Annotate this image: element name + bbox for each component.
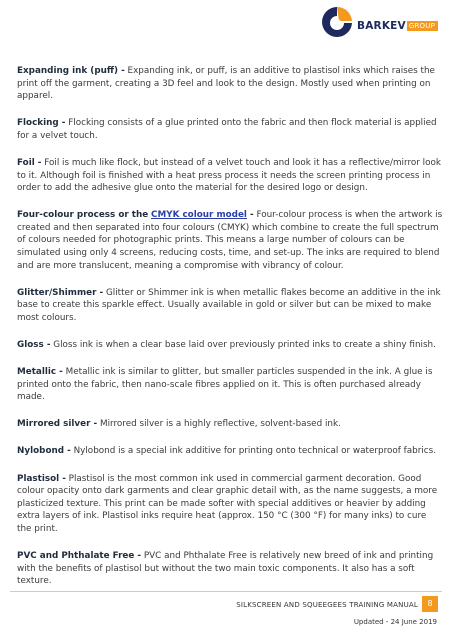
glossary-entry: [17, 287, 443, 325]
entry-text: Gloss ink is when a clear base laid over previously printed inks to create a shiny finish.: [50, 340, 436, 350]
entry-text: Mirrored silver is a highly reflective, solvent-based ink.: [97, 419, 341, 430]
entry-term: Metallic -: [17, 367, 63, 378]
logo-mark-icon: [317, 4, 357, 42]
footer-divider: [10, 591, 442, 592]
entry-text: Flocking consists of a glue printed onto the fabric and then flock material is applied for a velvet touch.: [17, 118, 437, 141]
entry-text: Four-colour process is when the artwork is created and then separated into four colours (CMYK) which combine to create the full spectrum of colours needed for photographic prints. This means a large number of colours can be simulated using only 4 screens, reducing costs, time, and set-up. The inks are required to blend and are more translucent, meaning a compromise with vibrancy of colour.: [17, 210, 443, 271]
entry-text: Foil is much like flock, but instead of a velvet touch and look it has a reflective/mirror look to it. Although foil is finished with a heat press process it needs the screen printing process in order to add the adhesive glue onto the material for the desired logo or design.: [17, 157, 441, 194]
entry-term: PVC and Phthalate Free -: [17, 551, 142, 562]
logo-name: BARKEV: [357, 20, 406, 32]
footer-manual-title: SILKSCREEN AND SQUEEGEES TRAINING MANUAL: [236, 601, 418, 609]
entry-term: Mirrored silver -: [17, 419, 98, 430]
glossary-entry: [17, 473, 443, 536]
glossary-entry: [17, 550, 443, 588]
entry-term: Glitter/Shimmer -: [17, 287, 104, 298]
page-number-badge: 8: [422, 596, 438, 612]
glossary-entry: [17, 117, 443, 142]
glossary-entry: [17, 418, 443, 431]
cmyk-colour-model-link[interactable]: CMYK colour model: [151, 210, 247, 221]
entry-term: Gloss -: [17, 340, 51, 350]
entry-text: Plastisol is the most common ink used in commercial garment decoration. Good colour opacity onto dark garments and clear graphic detail with, as the name suggests, a more plasticized texture. This print can be made softer with special additives or heavier by adding extra layers of ink. Plastisol inks require heat (approx. 150 °C (300 °F) for many inks) to cure the print.: [17, 473, 438, 534]
glossary-entry: [17, 445, 443, 458]
footer-updated-date: Updated - 24 June 2019: [353, 618, 437, 626]
entry-term: Expanding ink (puff) -: [17, 66, 125, 76]
glossary-entry: [17, 209, 443, 272]
entry-term: Flocking -: [17, 118, 66, 129]
glossary-entry: [17, 65, 443, 103]
entry-text: Expanding ink, or puff, is an additive to plastisol inks which raises the print off the garment, creating a 3D feel and look to the design. Mostly used when printing on apparel.: [17, 66, 435, 102]
entry-term: Four-colour process or the: [17, 210, 149, 221]
barkev-logo: [317, 4, 445, 42]
logo-group: GROUP: [407, 21, 438, 31]
entry-text: Glitter or Shimmer ink is when metallic flakes become an additive in the ink base to create this sparkle effect. Usually available in gold or silver but can be mixed to make most colours.: [17, 287, 441, 323]
glossary-entry: [17, 157, 443, 195]
entry-term-dash: -: [246, 210, 254, 221]
entry-text: Nylobond is a special ink additive for printing onto technical or waterproof fabrics.: [70, 446, 437, 457]
glossary-body: [17, 65, 443, 602]
glossary-entry: [17, 366, 443, 404]
glossary-entry: [17, 339, 443, 352]
entry-term: Foil -: [17, 157, 42, 168]
logo-wordmark: [357, 20, 438, 32]
entry-text: Metallic ink is similar to glitter, but smaller particles suspended in the ink. A glue is printed onto the fabric, then nano-scale fibres applied on it. This is often purchased already made.: [17, 367, 433, 403]
entry-text: PVC and Phthalate Free is relatively new breed of ink and printing with the benefits of plastisol but without the two main toxic components. It also has a soft texture.: [17, 551, 434, 587]
entry-term: Nylobond -: [17, 446, 71, 457]
entry-term: Plastisol -: [17, 473, 66, 484]
